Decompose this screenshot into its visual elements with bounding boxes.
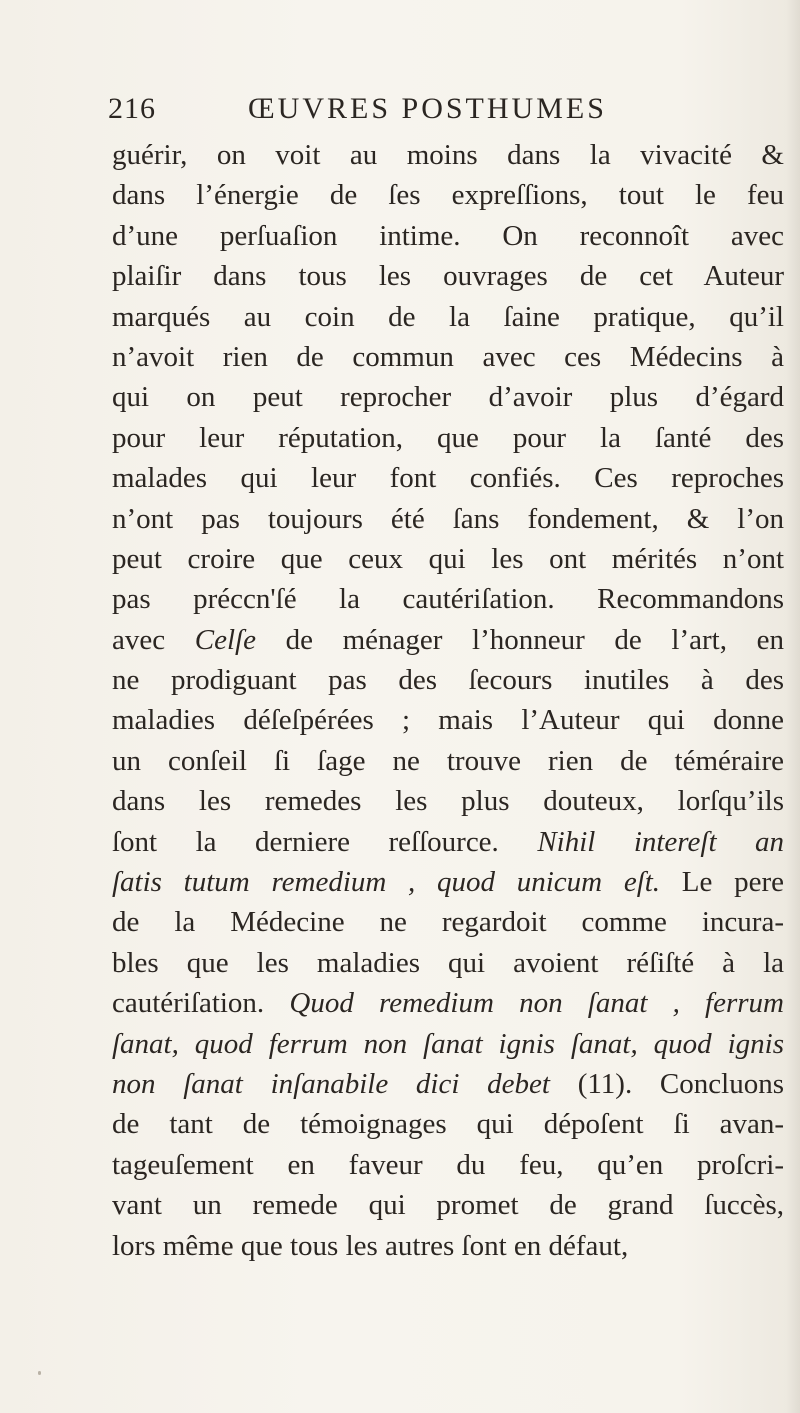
italic-text: ſanat, quod ferrum non ſanat ignis ſanat, quod ignis [112,1027,784,1060]
body-text [112,135,784,1266]
text-line [112,1226,784,1266]
text-line [112,943,784,983]
text-segment: de la Médecine ne regardoit comme incura- [112,906,784,939]
text-segment: pour leur réputation, que pour la ſanté des [112,421,784,454]
page-edge-shadow [786,0,800,1413]
text-segment: bles que les maladies qui avoient réſiſté à la [112,946,784,979]
text-line [112,337,784,377]
text-line [112,781,784,821]
italic-text: Nihil intereſt an [537,825,784,858]
text-segment: guérir, on voit au moins dans la vivacité & [112,139,784,171]
text-segment: de tant de témoignages qui dépoſent ſi avan- [112,1108,784,1141]
text-line [112,660,784,700]
text-segment: malades qui leur font confiés. Ces reproches [112,462,784,495]
text-line [112,377,784,417]
text-segment: d’une perſuaſion intime. On reconnoît avec [112,219,784,252]
italic-text: Quod remedium non ſanat , ferrum [289,987,784,1020]
text-line [112,135,784,175]
text-line [112,741,784,781]
text-segment: ne prodiguant pas des ſecours inutiles à des [112,664,784,697]
text-line [112,297,784,337]
running-title: ŒUVRES POSTHUMES [248,92,607,125]
text-segment: dans l’énergie de ſes expreſſions, tout le feu [112,179,784,212]
text-segment: qui on peut reprocher d’avoir plus d’égard [112,381,784,414]
text-line [112,1064,784,1104]
text-line [112,700,784,740]
italic-text: non ſanat inſanabile dici debet [112,1067,550,1100]
text-line [112,1024,784,1064]
text-segment: lors même que tous les autres ſont en défaut, [112,1229,629,1262]
text-segment: de ménager l’honneur de l’art, en [255,623,784,656]
page-number: 216 [108,92,156,125]
text-segment: un conſeil ſi ſage ne trouve rien de téméraire [112,744,784,777]
text-line [112,1104,784,1144]
text-line [112,620,784,660]
text-segment: plaiſir dans tous les ouvrages de cet Auteur [112,260,784,293]
italic-text: ſatis tutum remedium , quod unicum eſt. [112,866,661,899]
text-line [112,539,784,579]
text-segment: avec [112,623,195,656]
text-segment: Le pere [660,866,784,899]
text-line [112,983,784,1023]
text-segment: maladies déſeſpérées ; mais l’Auteur qui donne [112,704,784,737]
text-segment: n’avoit rien de commun avec ces Médecins à [112,340,784,373]
text-line [112,418,784,458]
text-line [112,499,784,539]
text-line [112,822,784,862]
text-segment: tageuſement en faveur du feu, qu’en proſcri- [112,1148,784,1181]
text-segment: vant un remede qui promet de grand ſuccès, [112,1189,784,1222]
text-line [112,1145,784,1185]
text-line [112,579,784,619]
text-line [112,1185,784,1225]
text-segment: ſont la derniere reſſource. [112,825,538,858]
paper-fleck [38,1371,41,1375]
text-line [112,256,784,296]
text-line [112,175,784,215]
text-segment: dans les remedes les plus douteux, lorſqu’ils [112,785,784,818]
running-header [108,92,708,132]
text-line [112,216,784,256]
text-segment: marqués au coin de la ſaine pratique, qu’il [112,300,784,333]
text-line [112,902,784,942]
text-segment: (11). Concluons [549,1067,784,1100]
text-line [112,862,784,902]
text-segment: n’ont pas toujours été ſans fondement, & l’on [112,502,784,535]
text-segment: pas préccn'ſé la cautériſation. Recommandons [112,583,784,616]
text-segment: peut croire que ceux qui les ont mérités n’ont [112,542,784,575]
italic-text: Celſe [194,623,256,656]
text-segment: cautériſation. [112,987,290,1020]
text-line [112,458,784,498]
